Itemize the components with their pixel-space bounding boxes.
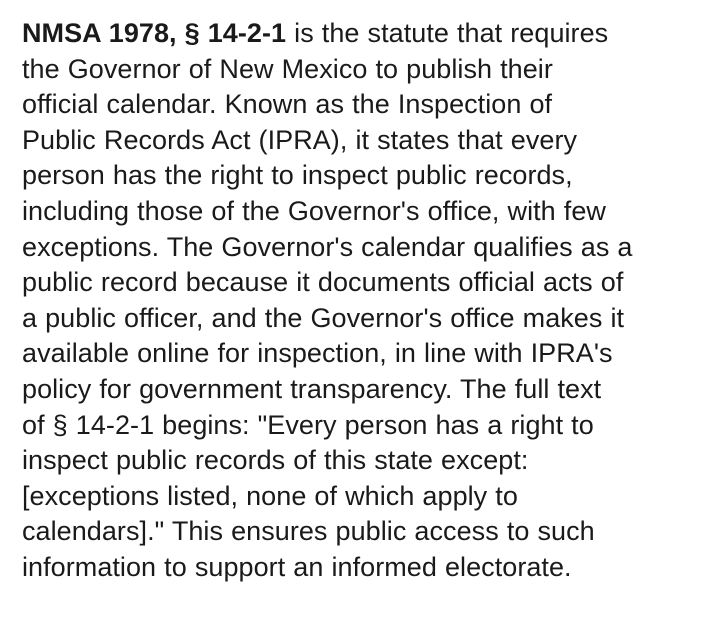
- document-body: [22, 16, 712, 586]
- paragraph-line: [exceptions listed, none of which apply to: [22, 480, 518, 511]
- paragraph-line: person has the right to inspect public records,: [22, 160, 573, 191]
- statute-citation: NMSA 1978, § 14-2-1: [22, 18, 287, 48]
- paragraph-line: information to support an informed electorate.: [22, 551, 572, 582]
- paragraph-line: of § 14-2-1 begins: "Every person has a right to: [22, 409, 594, 440]
- paragraph-line: official calendar. Known as the Inspection of: [22, 89, 553, 120]
- paragraph-line: available online for inspection, in line with IPRA's: [22, 338, 613, 369]
- paragraph-line: including those of the Governor's office, with few: [22, 195, 606, 226]
- paragraph-line: [22, 16, 712, 52]
- paragraph-line: the Governor of New Mexico to publish their: [22, 53, 553, 84]
- paragraph-line: policy for government transparency. The full text: [22, 373, 602, 404]
- paragraph-line: exceptions. The Governor's calendar qualifies as a: [22, 231, 633, 262]
- paragraph-line: a public officer, and the Governor's office makes it: [22, 302, 625, 333]
- paragraph-line: public record because it documents official acts of: [22, 267, 624, 298]
- paragraph-line: Public Records Act (IPRA), it states that every: [22, 124, 578, 155]
- paragraph-line-text: is the statute that requires: [286, 18, 609, 48]
- paragraph-line: inspect public records of this state except:: [22, 445, 529, 476]
- paragraph-line: calendars]." This ensures public access to such: [22, 516, 595, 547]
